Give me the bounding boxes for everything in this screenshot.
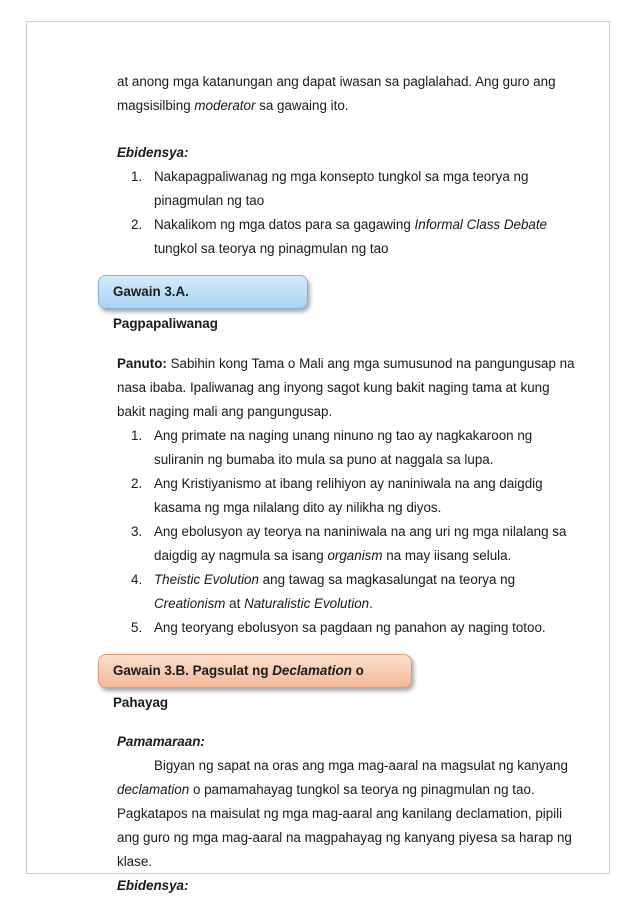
intro-line-1: at anong mga katanungan ang dapat iwasan sa paglalahad. Ang guro ang <box>117 74 556 89</box>
list-item-continuation: kasama ng mga nilalang dito ay nilikha ng diyos. <box>154 500 442 515</box>
pamamaraan-line-3: Pagkatapos na maisulat ng mga mag-aaral ang kanilang declamation, pipili <box>117 806 563 821</box>
list-item-emphasis: Theistic Evolution <box>154 572 259 587</box>
ebidensya-heading: Ebidensya: <box>117 145 189 160</box>
list-number: 4. <box>131 572 143 587</box>
panuto-label: Panuto: <box>117 356 167 371</box>
intro-emphasis: moderator <box>194 98 256 113</box>
ebidensya-heading-2: Ebidensya: <box>117 878 189 893</box>
list-item <box>117 165 567 189</box>
list-item-text-end: na may iisang selula. <box>382 548 512 563</box>
panuto-text: Sabihin kong Tama o Mali ang mga sumusunod na pangungusap na <box>166 356 575 371</box>
pamamaraan-emphasis: declamation <box>117 782 190 797</box>
list-item-continuation <box>117 544 567 568</box>
list-number: 1. <box>131 169 143 184</box>
list-item-text: Ang Kristiyanismo at ibang relihiyon ay naniniwala na ang daigdig <box>154 476 543 491</box>
pamamaraan-line-5: klase. <box>117 854 152 869</box>
list-item <box>117 213 567 237</box>
list-item <box>117 568 567 592</box>
list-item <box>117 616 567 640</box>
gawain-a-banner: Gawain 3.A. Pagpapaliwanag <box>98 275 308 309</box>
banner-text-end: o Pahayag <box>113 663 364 710</box>
list-item-text: Ang ebolusyon ay teorya na naniniwala na ang uri ng mga nilalang sa <box>154 524 567 539</box>
list-item-text: Ang teoryang ebolusyon sa pagdaan ng panahon ay naging totoo. <box>154 620 546 635</box>
gawain-b-banner <box>98 654 412 710</box>
list-number: 1. <box>131 428 143 443</box>
list-item-text: daigdig ay nagmula sa isang <box>154 548 328 563</box>
banner-text: Gawain 3.B. Pagsulat ng <box>113 663 273 678</box>
banner-emphasis: Declamation <box>272 663 352 678</box>
list-item-continuation: pinagmulan ng tao <box>154 193 265 208</box>
pamamaraan-line-4: ang guro ng mga mag-aaral na magpahayag ng kanyang piyesa sa harap ng <box>117 830 572 845</box>
pamamaraan-line-2 <box>117 778 567 802</box>
intro-text-end: sa gawaing ito. <box>255 98 349 113</box>
list-item-text: Nakalikom ng mga datos para sa gagawing <box>154 217 415 232</box>
intro-text: magsisilbing <box>117 98 195 113</box>
list-item-emphasis: Naturalistic Evolution <box>244 596 370 611</box>
list-item-emphasis: Creationism <box>154 596 226 611</box>
list-item-emphasis: organism <box>327 548 383 563</box>
list-item-continuation <box>117 592 567 616</box>
list-item-emphasis: Informal Class Debate <box>414 217 548 232</box>
list-item <box>117 472 567 496</box>
document-body <box>113 70 575 898</box>
list-number: 2. <box>131 476 143 491</box>
pamamaraan-text: o pamamahayag tungkol sa teorya ng pinagmulan ng tao. <box>189 782 535 797</box>
list-number: 5. <box>131 620 143 635</box>
list-item <box>117 424 567 448</box>
list-item-text: at <box>225 596 245 611</box>
pamamaraan-heading: Pamamaraan: <box>117 734 205 749</box>
list-item-text: Ang primate na naging unang ninuno ng tao ay nagkakaroon ng <box>154 428 533 443</box>
list-item-text-end: . <box>369 596 373 611</box>
list-item-continuation: tungkol sa teorya ng pinagmulan ng tao <box>154 241 389 256</box>
list-number: 3. <box>131 524 143 539</box>
list-item <box>117 520 567 544</box>
list-item-text: Nakapagpaliwanag ng mga konsepto tungkol sa mga teorya ng <box>154 169 529 184</box>
pamamaraan-line-1: Bigyan ng sapat na oras ang mga mag-aaral na magsulat ng kanyang <box>154 758 568 773</box>
list-number: 2. <box>131 217 143 232</box>
list-item-continuation: suliranin ng bumaba ito mula sa puno at naggala sa lupa. <box>154 452 494 467</box>
panuto-line-2: nasa ibaba. Ipaliwanag ang inyong sagot kung bakit naging tama at kung <box>117 380 550 395</box>
intro-line-2 <box>117 94 567 118</box>
panuto-line-1 <box>117 352 575 376</box>
panuto-line-3: bakit naging mali ang pangungusap. <box>117 404 333 419</box>
list-item-text: ang tawag sa magkasalungat na teorya ng <box>258 572 516 587</box>
